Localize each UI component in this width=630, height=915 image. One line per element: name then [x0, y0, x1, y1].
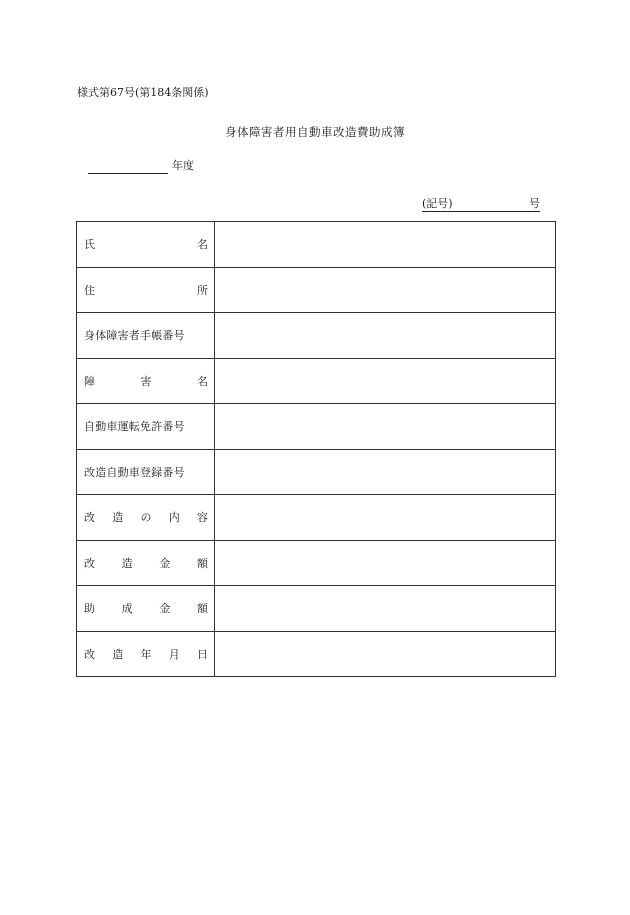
table-row — [77, 495, 556, 541]
label-char: 害 — [140, 374, 152, 388]
label-char: 造 — [112, 647, 124, 661]
field-label-disability-handbook-number: 身体障害者手帳番号 — [77, 313, 215, 359]
field-value-modification-details[interactable] — [215, 495, 556, 541]
label-char: 容 — [197, 511, 208, 525]
field-value-disability-handbook-number[interactable] — [215, 313, 556, 359]
form-number: 様式第67号(第184条関係) — [77, 86, 209, 99]
label-char: 名 — [197, 374, 208, 388]
field-value-name[interactable] — [215, 222, 556, 268]
table-row — [77, 631, 556, 677]
table-row — [77, 404, 556, 450]
label-char: 月 — [168, 647, 180, 661]
fiscal-year-label: 年度 — [172, 159, 194, 172]
field-value-driver-license-number[interactable] — [215, 404, 556, 450]
fiscal-year-blank[interactable] — [88, 173, 168, 174]
label-char: 額 — [196, 602, 208, 616]
label-char: 金 — [159, 556, 171, 570]
table-row — [77, 358, 556, 404]
fiscal-year-field[interactable] — [88, 160, 194, 174]
label-char: 改 — [84, 556, 95, 570]
field-value-subsidy-amount[interactable] — [215, 586, 556, 632]
label-char: 氏 — [84, 238, 95, 252]
label-char: 日 — [197, 647, 208, 661]
table-row — [77, 313, 556, 359]
record-symbol-label: (記号) — [422, 197, 453, 210]
label-char: の — [140, 511, 152, 525]
field-label-vehicle-registration-number: 改造自動車登録番号 — [77, 449, 215, 495]
label-char: 改 — [84, 647, 95, 661]
label-char: 造 — [121, 556, 133, 570]
record-number-suffix: 号 — [529, 197, 540, 210]
field-label-address — [77, 267, 215, 313]
table-row — [77, 267, 556, 313]
table-row — [77, 540, 556, 586]
record-number-blank[interactable] — [422, 211, 540, 212]
label-char: 造 — [112, 511, 124, 525]
field-value-disability-name[interactable] — [215, 358, 556, 404]
field-label-disability-name — [77, 358, 215, 404]
field-value-vehicle-registration-number[interactable] — [215, 449, 556, 495]
field-label-driver-license-number: 自動車運転免許番号 — [77, 404, 215, 450]
field-label-modification-date — [77, 631, 215, 677]
label-char: 名 — [197, 238, 208, 252]
table-row — [77, 222, 556, 268]
label-char: 所 — [197, 283, 208, 297]
label-char: 年 — [140, 647, 152, 661]
label-char: 内 — [168, 511, 180, 525]
field-value-address[interactable] — [215, 267, 556, 313]
label-char: 額 — [196, 556, 208, 570]
field-value-modification-date[interactable] — [215, 631, 556, 677]
table-row — [77, 586, 556, 632]
field-label-subsidy-amount — [77, 586, 215, 632]
record-number-field[interactable] — [422, 198, 540, 212]
label-char: 金 — [159, 602, 171, 616]
label-char: 助 — [84, 602, 95, 616]
field-label-modification-cost — [77, 540, 215, 586]
document-title: 身体障害者用自動車改造費助成簿 — [225, 125, 405, 139]
subsidy-register-table — [76, 221, 556, 677]
label-char: 改 — [84, 511, 95, 525]
field-label-modification-details — [77, 495, 215, 541]
label-char: 成 — [121, 602, 133, 616]
label-char: 住 — [84, 283, 95, 297]
field-value-modification-cost[interactable] — [215, 540, 556, 586]
label-char: 障 — [84, 374, 95, 388]
table-row — [77, 449, 556, 495]
field-label-name — [77, 222, 215, 268]
